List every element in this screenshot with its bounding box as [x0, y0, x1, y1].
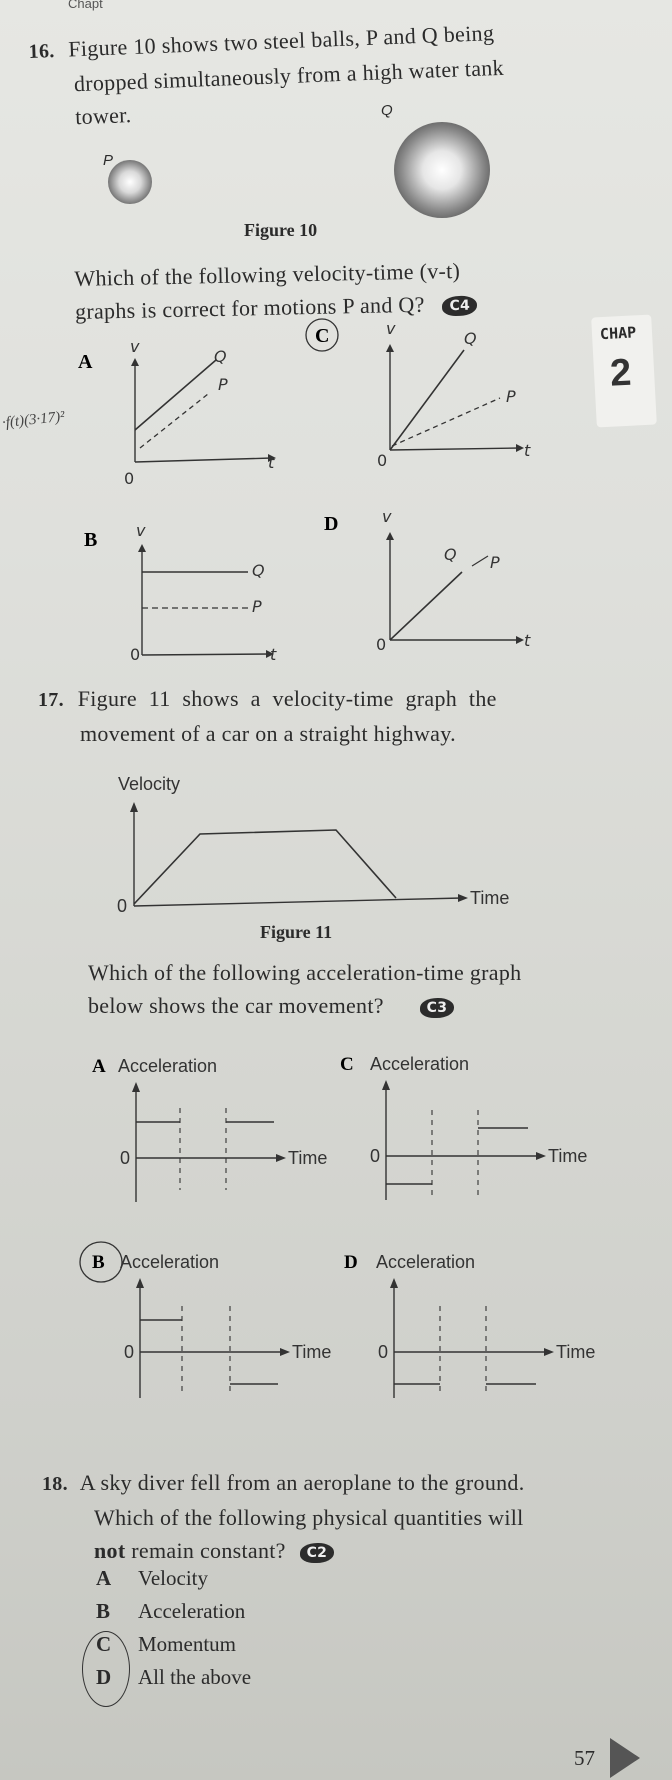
q18-options: [96, 1562, 251, 1694]
q17-option-a[interactable]: [92, 1056, 327, 1202]
axis-label-x: t: [524, 631, 531, 650]
origin-label: 0: [377, 451, 388, 470]
origin-label: 0: [117, 896, 128, 916]
question-text-line: tower.: [74, 102, 132, 130]
question-text-line: Which of the following physical quantities will: [94, 1505, 524, 1530]
figure-caption: Figure 10: [244, 220, 318, 240]
option-label: C: [340, 1054, 354, 1075]
question-prompt-line: below shows the car movement?: [88, 993, 384, 1018]
q17-option-c[interactable]: [340, 1054, 587, 1200]
origin-label: 0: [370, 1146, 381, 1166]
emphasis-not: not: [94, 1538, 126, 1563]
question-text-line: movement of a car on a straight highway.: [80, 721, 456, 746]
level-badge: C4: [442, 296, 477, 317]
line-label-p: P: [252, 597, 262, 616]
axis-label-x: Time: [470, 888, 510, 908]
q18-option-b[interactable]: B Acceleration: [96, 1599, 246, 1623]
option-label: A: [78, 351, 93, 373]
option-label: D: [324, 513, 339, 535]
origin-label: 0: [130, 645, 141, 664]
ball-p-label: P: [103, 152, 114, 169]
axis-label-x: Time: [292, 1342, 332, 1362]
axis-label-x: Time: [288, 1148, 328, 1168]
axis-label-x: t: [524, 441, 531, 460]
q17-option-d[interactable]: [344, 1252, 595, 1398]
page-arrow-icon: [610, 1738, 640, 1778]
question-text-line: remain constant?: [131, 1538, 286, 1563]
origin-label: 0: [124, 1342, 135, 1362]
page-number: 57: [574, 1746, 595, 1770]
option-label: D: [344, 1252, 358, 1273]
line-label-q: Q: [464, 329, 477, 348]
question-number: 17.: [38, 689, 64, 711]
axis-label-y: v: [136, 521, 146, 540]
axis-label-y: Acceleration: [120, 1252, 220, 1272]
axis-label-x: t: [270, 645, 277, 664]
line-label-p: P: [506, 387, 516, 406]
axis-label-y: Velocity: [118, 774, 181, 794]
q17-option-b[interactable]: [80, 1242, 331, 1398]
question-text-line: Figure 11 shows a velocity-time graph the: [77, 686, 497, 711]
handwritten-scribble: ·f(t)(3·17)²: [1, 408, 66, 432]
axis-label-y: v: [130, 337, 140, 356]
chapter-side-tab: CHAP 2: [591, 315, 657, 428]
question-18: [42, 1466, 662, 1567]
question-prompt-line: graphs is correct for motions P and Q?: [74, 291, 425, 324]
axis-label-y: v: [382, 507, 392, 526]
axis-label-x: Time: [556, 1342, 596, 1362]
line-label-p: P: [218, 375, 228, 394]
question-prompt-line: Which of the following velocity-time (v-t): [74, 257, 461, 291]
origin-label: 0: [378, 1342, 389, 1362]
question-number: 18.: [42, 1473, 68, 1495]
axis-label-y: Acceleration: [118, 1056, 218, 1076]
question-prompt-line: Which of the following acceleration-time graph: [88, 960, 522, 985]
option-label: B: [92, 1252, 105, 1273]
question-text-line: A sky diver fell from an aeroplane to the ground.: [79, 1470, 525, 1495]
q18-option-a[interactable]: A Velocity: [96, 1566, 208, 1590]
level-badge: C2: [300, 1543, 335, 1563]
question-number: 16.: [28, 40, 56, 63]
question-text-line: dropped simultaneously from a high water tank: [73, 54, 505, 97]
option-label: C: [315, 325, 330, 347]
ball-q-label: Q: [381, 102, 393, 119]
line-label-q: Q: [214, 347, 227, 366]
side-tab-number: 2: [609, 351, 633, 395]
q18-option-c[interactable]: C Momentum: [96, 1632, 236, 1656]
option-label: B: [84, 529, 98, 551]
axis-label-y: Acceleration: [370, 1054, 470, 1074]
origin-label: 0: [120, 1148, 131, 1168]
axis-label-y: v: [386, 319, 396, 338]
figure-caption: Figure 11: [260, 922, 333, 942]
origin-label: 0: [124, 469, 135, 488]
answer-circle: [82, 1631, 130, 1707]
line-label-q: Q: [252, 561, 265, 580]
question-text-line: Figure 10 shows two steel balls, P and Q being: [67, 20, 495, 62]
option-label: A: [92, 1056, 106, 1077]
chapter-header-fragment: Chapt: [68, 0, 103, 11]
axis-label-y: Acceleration: [376, 1252, 476, 1272]
axis-label-x: Time: [548, 1146, 588, 1166]
axis-label-x: t: [268, 453, 275, 472]
q18-option-d[interactable]: D All the above: [96, 1661, 251, 1694]
origin-label: 0: [376, 635, 387, 654]
line-label-q: Q: [444, 545, 457, 564]
level-badge: C3: [420, 998, 455, 1018]
line-label-p: P: [490, 553, 500, 572]
